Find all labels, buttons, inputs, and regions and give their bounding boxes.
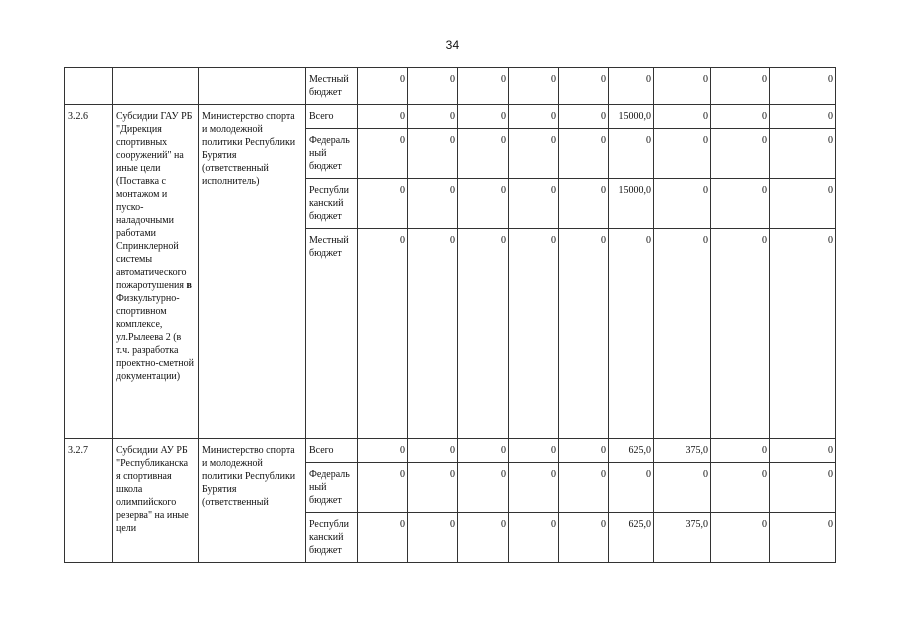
value-cell: 0 xyxy=(559,439,609,463)
value-cell: 0 xyxy=(358,179,408,229)
value-cell: 0 xyxy=(358,513,408,563)
value-cell: 0 xyxy=(559,105,609,129)
value-cell: 0 xyxy=(609,68,654,105)
name-cell xyxy=(113,105,199,439)
value-cell: 0 xyxy=(458,439,509,463)
code-cell: 3.2.7 xyxy=(65,439,113,563)
value-cell: 0 xyxy=(559,513,609,563)
value-cell: 375,0 xyxy=(654,439,711,463)
value-cell: 0 xyxy=(408,105,458,129)
table-row xyxy=(65,105,836,129)
value-cell: 625,0 xyxy=(609,439,654,463)
code-cell: 3.2.6 xyxy=(65,105,113,439)
value-cell: 0 xyxy=(770,105,836,129)
source-cell: Республи канский бюджет xyxy=(306,513,358,563)
name-cell xyxy=(113,68,199,105)
value-cell: 0 xyxy=(609,129,654,179)
value-cell: 0 xyxy=(509,439,559,463)
name-text-part: Субсидии ГАУ РБ "Дирекция спортивных сооружений" на иные цели (Поставка с монтажом и пуско-наладочными работами Спринклерной системы автоматического пожаротушения xyxy=(116,111,193,291)
value-cell: 0 xyxy=(654,105,711,129)
value-cell: 0 xyxy=(509,179,559,229)
value-cell: 0 xyxy=(458,463,509,513)
value-cell: 0 xyxy=(654,463,711,513)
value-cell: 0 xyxy=(770,229,836,439)
value-cell: 0 xyxy=(458,513,509,563)
value-cell: 0 xyxy=(408,179,458,229)
value-cell: 0 xyxy=(711,179,770,229)
value-cell: 0 xyxy=(654,229,711,439)
budget-table xyxy=(64,67,836,563)
value-cell: 0 xyxy=(711,68,770,105)
value-cell: 0 xyxy=(458,105,509,129)
value-cell: 0 xyxy=(559,129,609,179)
page-number: 34 xyxy=(445,38,460,52)
value-cell: 0 xyxy=(770,129,836,179)
value-cell: 0 xyxy=(509,229,559,439)
source-cell: Республи канский бюджет xyxy=(306,179,358,229)
value-cell: 0 xyxy=(509,513,559,563)
value-cell: 0 xyxy=(408,68,458,105)
value-cell: 0 xyxy=(770,463,836,513)
value-cell: 0 xyxy=(358,129,408,179)
value-cell: 0 xyxy=(408,229,458,439)
name-text-part: в xyxy=(186,280,192,291)
value-cell: 0 xyxy=(559,68,609,105)
table-row xyxy=(65,68,836,105)
source-cell: Местный бюджет xyxy=(306,68,358,105)
value-cell: 0 xyxy=(711,439,770,463)
value-cell: 0 xyxy=(458,179,509,229)
value-cell: 0 xyxy=(408,439,458,463)
value-cell: 0 xyxy=(770,179,836,229)
executor-cell: Министерство спорта и молодежной политики Республики Бурятия (ответственный исполнитель) xyxy=(199,105,306,439)
value-cell: 0 xyxy=(770,513,836,563)
source-cell: Всего xyxy=(306,105,358,129)
value-cell: 0 xyxy=(509,105,559,129)
value-cell: 0 xyxy=(654,68,711,105)
value-cell: 0 xyxy=(358,229,408,439)
value-cell: 0 xyxy=(711,129,770,179)
name-text-part: Физкультурно-спортивном комплексе, ул.Рылеева 2 (в т.ч. разработка проектно-сметной документации) xyxy=(116,293,194,382)
value-cell: 0 xyxy=(609,463,654,513)
value-cell: 15000,0 xyxy=(609,105,654,129)
executor-cell xyxy=(199,68,306,105)
value-cell: 0 xyxy=(509,463,559,513)
value-cell: 0 xyxy=(358,463,408,513)
value-cell: 0 xyxy=(408,463,458,513)
value-cell: 0 xyxy=(654,179,711,229)
value-cell: 0 xyxy=(711,229,770,439)
value-cell: 0 xyxy=(358,439,408,463)
source-cell: Федераль ный бюджет xyxy=(306,463,358,513)
name-cell: Субсидии АУ РБ "Республиканска я спортивная школа олимпийского резерва" на иные цели xyxy=(113,439,199,563)
source-cell: Федераль ный бюджет xyxy=(306,129,358,179)
table-row xyxy=(65,439,836,463)
value-cell: 0 xyxy=(559,463,609,513)
value-cell: 0 xyxy=(711,513,770,563)
source-cell: Всего xyxy=(306,439,358,463)
value-cell: 0 xyxy=(559,179,609,229)
value-cell: 0 xyxy=(509,68,559,105)
source-cell: Местный бюджет xyxy=(306,229,358,439)
value-cell: 0 xyxy=(711,463,770,513)
value-cell: 0 xyxy=(770,439,836,463)
value-cell: 0 xyxy=(654,129,711,179)
value-cell: 0 xyxy=(509,129,559,179)
value-cell: 0 xyxy=(408,513,458,563)
value-cell: 0 xyxy=(711,105,770,129)
value-cell: 0 xyxy=(358,68,408,105)
value-cell: 0 xyxy=(408,129,458,179)
value-cell: 625,0 xyxy=(609,513,654,563)
executor-cell: Министерство спорта и молодежной политики Республики Бурятия (ответственный xyxy=(199,439,306,563)
value-cell: 375,0 xyxy=(654,513,711,563)
value-cell: 0 xyxy=(358,105,408,129)
value-cell: 0 xyxy=(609,229,654,439)
code-cell xyxy=(65,68,113,105)
value-cell: 0 xyxy=(458,129,509,179)
value-cell: 0 xyxy=(458,229,509,439)
value-cell: 0 xyxy=(770,68,836,105)
value-cell: 0 xyxy=(458,68,509,105)
value-cell: 15000,0 xyxy=(609,179,654,229)
value-cell: 0 xyxy=(559,229,609,439)
